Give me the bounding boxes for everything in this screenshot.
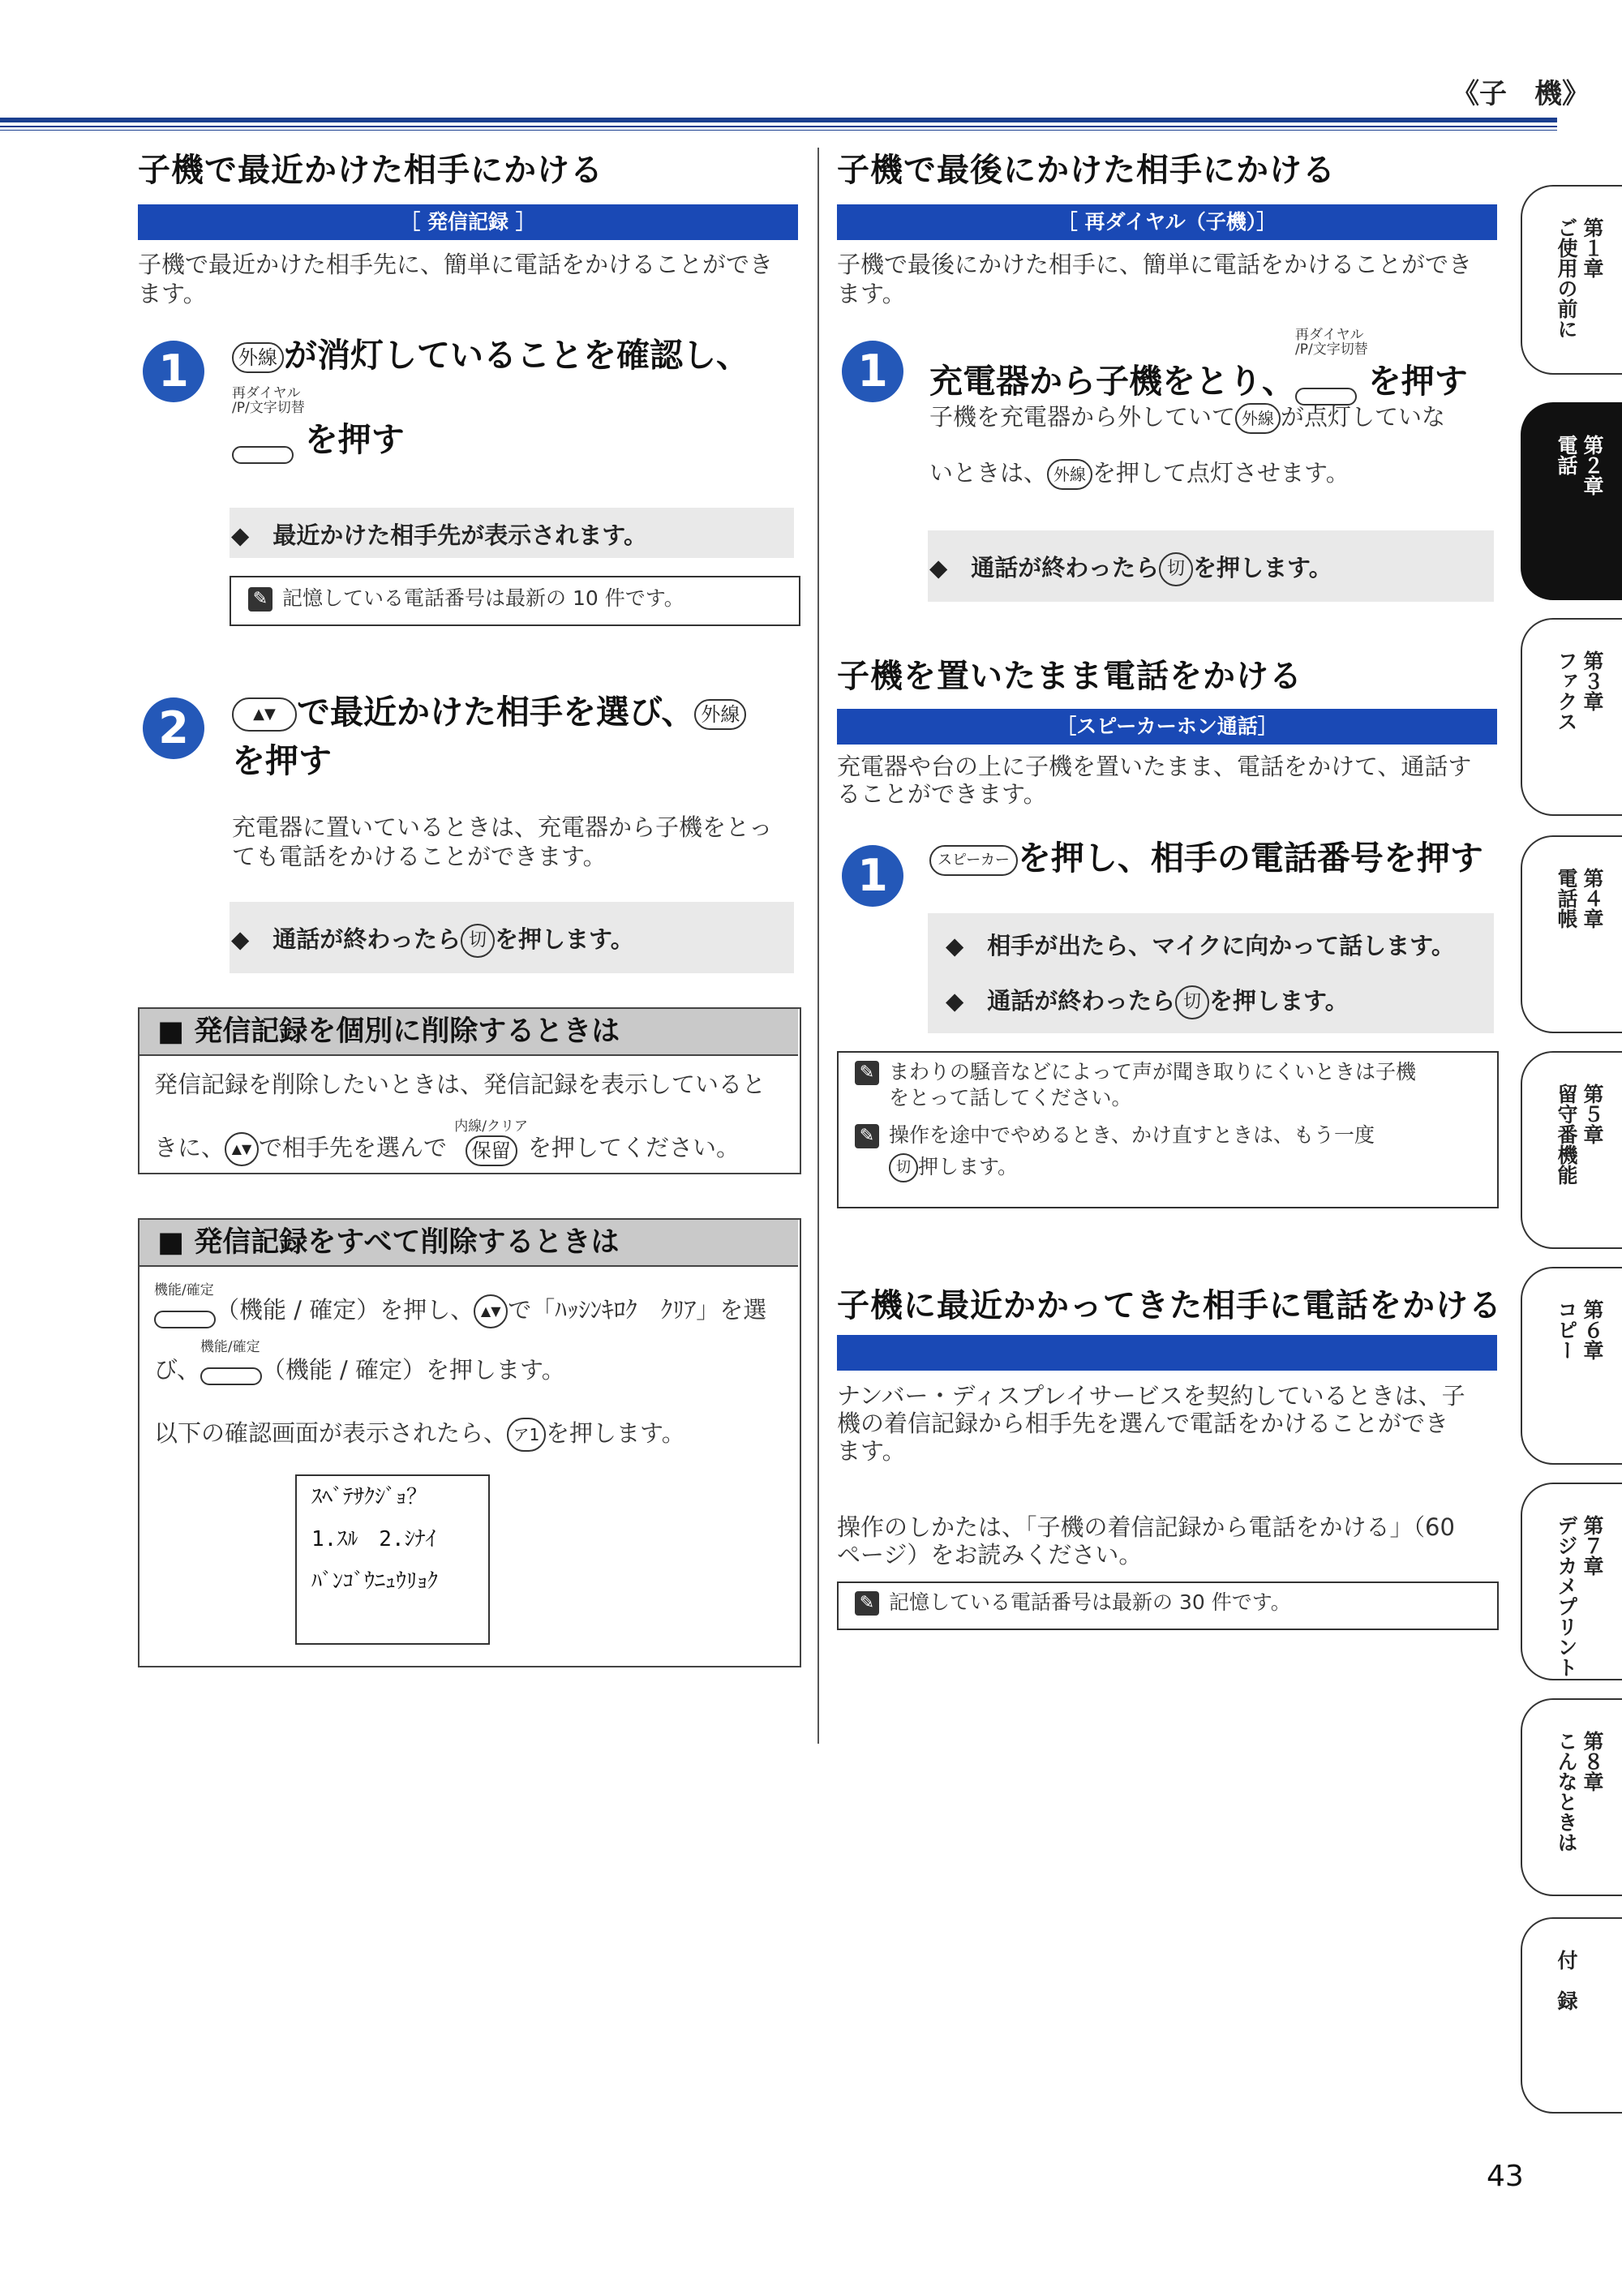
note-icon: ✎ bbox=[248, 587, 272, 612]
note-text bbox=[855, 1590, 1291, 1616]
intro-line: 子機で最後にかけた相手に、簡単に電話をかけることができ bbox=[837, 251, 1473, 278]
bullet-line: を押します。 bbox=[1209, 987, 1349, 1015]
subsection-title: ■ 発信記録をすべて削除するときは bbox=[139, 1220, 798, 1267]
step-body bbox=[232, 813, 800, 871]
note-icon: ✎ bbox=[855, 1061, 879, 1085]
body-line: を押して点灯させます。 bbox=[1092, 459, 1350, 487]
cursor-key-icon: ▲▼ bbox=[232, 697, 297, 732]
step-text: を押し、相手の電話番号を押す bbox=[1017, 839, 1483, 878]
function-key-icon bbox=[154, 1311, 216, 1328]
header-rule bbox=[0, 118, 1557, 122]
section-label: 《子 機》 bbox=[1452, 78, 1590, 110]
step-text: を押す bbox=[1367, 362, 1468, 401]
step-number: 1 bbox=[842, 845, 903, 907]
intro-line: ます。 bbox=[138, 280, 207, 307]
body-line: 発信記録を削除したいときは、発信記録を表示していると bbox=[154, 1071, 766, 1098]
note-line: をとって話してください。 bbox=[889, 1086, 1132, 1109]
intro-line: ることができます。 bbox=[837, 780, 1047, 808]
chapter-tab[interactable] bbox=[1521, 1483, 1622, 1680]
lcd-line: ｽﾍﾞﾃｻｸｼﾞｮ？ bbox=[311, 1485, 428, 1509]
key-caption: 機能/確定 bbox=[154, 1282, 214, 1298]
body-line: 操作のしかたは、「子機の着信記録から電話をかける」（60 bbox=[837, 1513, 1455, 1541]
lcd-line: ﾊﾞﾝｺﾞｳﾆｭｳﾘｮｸ bbox=[311, 1569, 439, 1594]
outside-line-key-icon: 外線 bbox=[1047, 459, 1092, 490]
step-title bbox=[929, 328, 1513, 406]
body-line: を押してください。 bbox=[527, 1134, 740, 1161]
body-line: び、 bbox=[154, 1356, 200, 1384]
header-rule-hairline bbox=[0, 130, 1557, 131]
redial-key-icon bbox=[232, 446, 294, 464]
chapter-tab-label: 付 録 bbox=[1555, 1950, 1578, 2011]
cursor-key-icon: ▲▼ bbox=[474, 1294, 508, 1328]
intro-line: 充電器や台の上に子機を置いたまま、電話をかけて、通話す bbox=[837, 753, 1472, 780]
bullet-text bbox=[946, 983, 1349, 1019]
cursor-key-icon: ▲▼ bbox=[225, 1132, 259, 1166]
bullet-text bbox=[929, 550, 1332, 586]
body-line: （機能 / 確定）を押し、 bbox=[216, 1296, 474, 1324]
step-number: 2 bbox=[143, 697, 204, 759]
bullet-line: ◆ 通話が終わったら bbox=[929, 554, 1160, 582]
chapter-tab-label: 第３章 ファクス bbox=[1555, 650, 1604, 732]
body-line: ページ）をお読みください。 bbox=[837, 1541, 1143, 1569]
body-line: きに、 bbox=[154, 1134, 225, 1161]
intro-line: 機の着信記録から相手先を選んで電話をかけることができ bbox=[837, 1410, 1449, 1437]
body-line: を押します。 bbox=[546, 1419, 685, 1447]
body-line: ても電話をかけることができます。 bbox=[232, 843, 607, 870]
lcd-line: 1.ｽﾙ 2.ｼﾅｲ bbox=[311, 1527, 436, 1551]
note-line: 記憶している電話番号は最新の 30 件です。 bbox=[889, 1590, 1291, 1614]
section-bar: ［ 発信記録 ］ bbox=[138, 204, 798, 240]
step-title bbox=[232, 331, 800, 464]
bullet-text: ◆ 最近かけた相手先が表示されます。 bbox=[231, 521, 647, 549]
note-line: まわりの騒音などによって声が聞き取りにくいときは子機 bbox=[889, 1060, 1417, 1084]
chapter-tab[interactable] bbox=[1521, 618, 1622, 816]
key-caption: 機能/確定 bbox=[200, 1339, 260, 1355]
section-bar: ［スピーカーホン通話］ bbox=[837, 709, 1497, 745]
outside-line-key-icon: 外線 bbox=[1235, 403, 1281, 434]
section-title: 子機で最近かけた相手にかける bbox=[138, 152, 603, 189]
intro-line: 子機で最近かけた相手先に、簡単に電話をかけることができ bbox=[138, 251, 774, 278]
intro-text bbox=[837, 753, 1502, 808]
section-title: 子機に最近かかってきた相手に電話をかける bbox=[837, 1287, 1502, 1324]
intro-line: ます。 bbox=[837, 1437, 906, 1465]
bullet-line: ◆ 通話が終わったら bbox=[231, 925, 461, 953]
body-line: 以下の確認画面が表示されたら、 bbox=[154, 1419, 508, 1447]
bullet-text bbox=[231, 921, 634, 958]
intro-text bbox=[837, 250, 1502, 308]
chapter-tab-label: 第２章 電話 bbox=[1555, 435, 1604, 496]
step-number: 1 bbox=[143, 341, 204, 402]
bullet-line: を押します。 bbox=[1193, 554, 1332, 582]
section-bar: ［ 再ダイヤル（子機）］ bbox=[837, 204, 1497, 240]
subsection-title: ■ 発信記録を個別に削除するときは bbox=[139, 1009, 798, 1056]
header-rule-thin bbox=[0, 126, 1557, 127]
subsection-body bbox=[154, 1283, 795, 1452]
chapter-tab[interactable] bbox=[1521, 1698, 1622, 1896]
end-key-icon: 切 bbox=[889, 1153, 918, 1182]
note-icon: ✎ bbox=[855, 1591, 879, 1616]
body-line: で相手先を選んで bbox=[259, 1134, 448, 1161]
body-line: 充電器に置いているときは、充電器から子機をとっ bbox=[232, 813, 773, 841]
body-line: で「ﾊｯｼﾝｷﾛｸ ｸﾘｱ」を選 bbox=[508, 1296, 767, 1324]
end-key-icon: 切 bbox=[461, 924, 495, 958]
section-bar bbox=[837, 1335, 1497, 1371]
key-caption: 再ダイヤル bbox=[232, 385, 301, 401]
chapter-tab-label: 第６章 コピー bbox=[1555, 1299, 1604, 1360]
column-divider bbox=[817, 148, 819, 1744]
step-title bbox=[232, 688, 800, 785]
step-text: で最近かけた相手を選び、 bbox=[297, 693, 695, 732]
bullet-line: を押します。 bbox=[495, 925, 634, 953]
body-line: が点灯していな bbox=[1281, 403, 1446, 431]
chapter-tab[interactable] bbox=[1521, 402, 1622, 600]
chapter-tab-label: 第７章 デジカメプリント bbox=[1555, 1515, 1604, 1677]
body-line: 子機を充電器から外していて bbox=[929, 403, 1236, 431]
step-text: が消灯していることを確認し、 bbox=[284, 336, 749, 375]
digit-one-key-icon: ア1 bbox=[507, 1418, 546, 1452]
function-key-icon bbox=[200, 1367, 262, 1385]
outside-line-key-icon: 外線 bbox=[232, 342, 284, 373]
key-caption: /P/文字切替 bbox=[232, 400, 305, 416]
note-text bbox=[855, 1059, 1487, 1182]
outside-line-key-icon: 外線 bbox=[694, 699, 746, 730]
intro-line: ナンバー・ディスプレイサービスを契約しているときは、子 bbox=[837, 1382, 1465, 1410]
end-key-icon: 切 bbox=[1159, 552, 1193, 586]
section-title: 子機を置いたまま電話をかける bbox=[837, 658, 1302, 695]
note-line: 記憶している電話番号は最新の 10 件です。 bbox=[282, 586, 684, 610]
step-text: を押す bbox=[304, 420, 405, 459]
intro-text bbox=[837, 1382, 1502, 1465]
step-body bbox=[929, 401, 1513, 490]
chapter-tab[interactable] bbox=[1521, 1267, 1622, 1465]
key-caption: /P/文字切替 bbox=[1295, 341, 1368, 358]
chapter-tab[interactable] bbox=[1521, 1051, 1622, 1249]
section-title: 子機で最後にかけた相手にかける bbox=[837, 152, 1336, 189]
step-text: を押す bbox=[232, 741, 332, 780]
lcd-display bbox=[295, 1474, 490, 1645]
step-number: 1 bbox=[842, 341, 903, 402]
intro-text bbox=[138, 250, 803, 308]
hold-key-icon: 保留 bbox=[466, 1135, 517, 1166]
chapter-tab[interactable] bbox=[1521, 835, 1622, 1033]
body-text bbox=[837, 1513, 1502, 1569]
speakerphone-key-icon: スピーカー bbox=[929, 845, 1018, 876]
note-line: 押します。 bbox=[918, 1155, 1019, 1178]
bullet-line: ◆ 通話が終わったら bbox=[946, 987, 1176, 1015]
chapter-tab-label: 第１章 ご使用の前に bbox=[1555, 217, 1604, 339]
body-line: （機能 / 確定）を押します。 bbox=[261, 1356, 565, 1384]
chapter-tab-label: 第５章 留守番機能 bbox=[1555, 1084, 1604, 1185]
key-caption: 再ダイヤル bbox=[1295, 327, 1364, 343]
chapter-tab-label: 第８章 こんなときは bbox=[1555, 1731, 1604, 1852]
intro-line: ます。 bbox=[837, 280, 906, 307]
chapter-tab[interactable] bbox=[1521, 1917, 1622, 2114]
chapter-tab-label: 第４章 電話帳 bbox=[1555, 868, 1604, 929]
key-caption: 内線/クリア bbox=[454, 1118, 528, 1135]
bullet-text: ◆ 相手が出たら、マイクに向かって話します。 bbox=[946, 932, 1455, 959]
body-line: いときは、 bbox=[929, 459, 1048, 487]
end-key-icon: 切 bbox=[1175, 985, 1209, 1019]
note-line: 操作を途中でやめるとき、かけ直すときは、もう一度 bbox=[889, 1123, 1375, 1147]
step-text: 充電器から子機をとり、 bbox=[929, 362, 1295, 401]
subsection-body bbox=[154, 1069, 795, 1166]
page-number: 43 bbox=[1487, 2160, 1524, 2193]
step-title bbox=[929, 834, 1513, 882]
note-text bbox=[248, 586, 684, 612]
chapter-tab[interactable] bbox=[1521, 185, 1622, 375]
note-icon: ✎ bbox=[855, 1124, 879, 1148]
